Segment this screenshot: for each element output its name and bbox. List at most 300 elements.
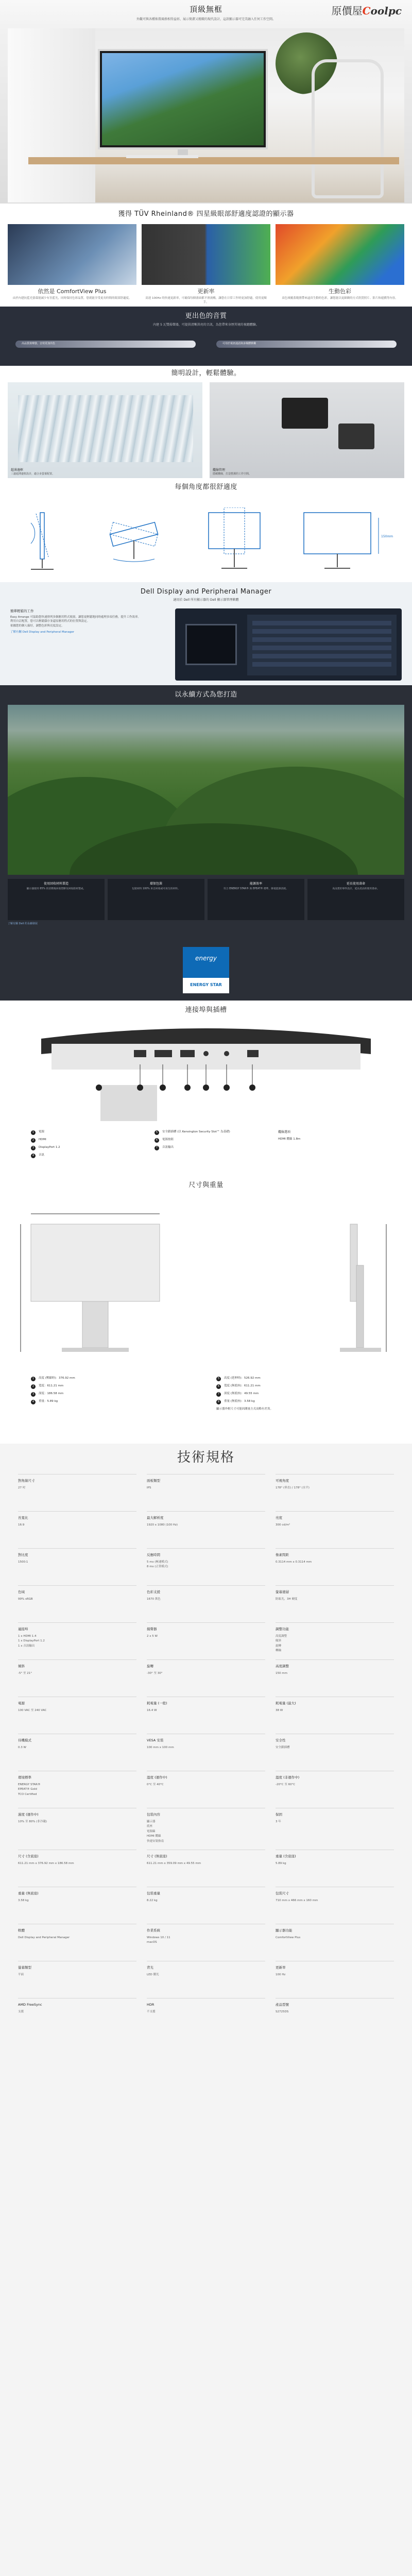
- spec-item: [147, 1924, 265, 1961]
- spec-values: [147, 1709, 265, 1713]
- eco-card-text: 高品質的零件設計，延長產品的使用壽命。: [332, 887, 380, 890]
- spec-values: [276, 1973, 394, 1977]
- dimension-label: 高度 (壓縮時)：376.92 mm: [39, 1377, 75, 1380]
- energy-star-label: ENERGY STAR: [190, 982, 222, 988]
- tuv-title: 獲得 TÜV Rheinland® 四星級眼部舒適度認證的顯示器: [118, 210, 294, 218]
- spec-item: [276, 1771, 394, 1808]
- spec-label: 耗電量 (一般): [147, 1701, 167, 1706]
- height-diagram: [294, 507, 397, 574]
- port-label: 電源: [39, 1130, 45, 1134]
- spec-values: [147, 1746, 265, 1750]
- spec-item: [147, 1474, 265, 1511]
- dimension-note: 顯示器外框尺寸可能因測量方式而略有差異。: [216, 1407, 273, 1411]
- spec-values: [147, 1973, 265, 1977]
- refresh-rate-image: [142, 224, 270, 285]
- spec-value: 電源線: [147, 1829, 156, 1833]
- ddpm-app-screenshot: [175, 608, 402, 681]
- spec-values: [18, 1635, 136, 1648]
- eco-card-text: 顯示器使用 85% 的消費後回收塑膠及回收鋁材製成。: [26, 887, 86, 890]
- port-item: 4 音訊: [31, 1154, 134, 1158]
- cable-options-heading: 纜線選項: [278, 1130, 291, 1134]
- spec-values: [147, 1598, 265, 1601]
- spec-label: 產品型號: [276, 2002, 289, 2007]
- tuv-cards: [8, 224, 404, 306]
- spec-value: 平面: [18, 1973, 24, 1976]
- ddpm-setting-row: [252, 662, 391, 667]
- brand-logo-tail: oolpc: [370, 5, 402, 17]
- spec-item: [18, 1548, 136, 1585]
- spec-values: [147, 1820, 265, 1843]
- brand-logo[interactable]: [332, 4, 402, 18]
- dimension-item: 2 寬度：611.21 mm: [31, 1384, 196, 1389]
- spec-label: 顯示器功能: [276, 1928, 293, 1933]
- spec-item: [147, 1548, 265, 1585]
- dimension-diagrams: [10, 1198, 402, 1368]
- eco-card-heading: 能源效率: [249, 882, 262, 886]
- spec-item: [276, 1887, 394, 1924]
- tilt-diagram: [15, 507, 72, 574]
- spec-item: [18, 1998, 136, 2035]
- eco-card: [208, 879, 304, 920]
- dimension-item: 1 高度 (壓縮時)：376.92 mm: [31, 1377, 196, 1381]
- ddpm-description: [10, 608, 165, 681]
- spec-values: [276, 1672, 394, 1675]
- brand-logo-letter: C: [362, 5, 371, 17]
- spec-value: 178° (垂直) / 178° (水平): [276, 1486, 310, 1489]
- thin-bezel-image: [8, 382, 202, 478]
- spec-item: [276, 1697, 394, 1734]
- spec-value: 100 mm x 100 mm: [147, 1745, 174, 1749]
- tuv-card-text: 高達 100Hz 的快速更新率，可確保每個畫面都平滑流暢，讓您在日常工作時更加舒適，使用更順手。: [145, 297, 267, 304]
- spec-value: 150 mm: [276, 1671, 287, 1675]
- spec-label: 色域: [18, 1590, 25, 1595]
- dimension-label: 寬度：611.21 mm: [39, 1384, 64, 1388]
- spec-item: [276, 1548, 394, 1585]
- spec-values: [18, 1523, 136, 1527]
- spec-item: [276, 1998, 394, 2035]
- spec-label: 亮度: [276, 1516, 282, 1520]
- spec-values: [276, 1936, 394, 1940]
- spec-item: [18, 1808, 136, 1850]
- eco-card: [307, 879, 404, 920]
- spec-value: 1 x DisplayPort 1.2: [18, 1639, 45, 1643]
- spec-label: 包裝內容: [147, 1812, 160, 1817]
- spec-item: [18, 1850, 136, 1887]
- spec-value: 16.4 W: [147, 1708, 157, 1712]
- dimension-label: 重量：5.89 kg: [39, 1400, 58, 1403]
- simple-images: [8, 382, 404, 478]
- dimension-col-right: [216, 1377, 381, 1414]
- spec-label: 耗電量 (最大): [276, 1701, 296, 1706]
- spec-values: [276, 1561, 394, 1564]
- caption-text: 三邊超薄邊框設計，適合多螢幕配置。: [11, 472, 55, 476]
- spec-values: [147, 1486, 265, 1490]
- spec-label: 安全性: [276, 1738, 286, 1743]
- chair-image: [312, 59, 384, 198]
- spec-label: 背光: [147, 1965, 153, 1970]
- spec-values: [18, 1598, 136, 1601]
- dimensions-section: [0, 1176, 412, 1444]
- dimension-list: [31, 1377, 381, 1414]
- pivot-diagram: [196, 507, 273, 574]
- spec-label: 旋轉: [147, 1664, 153, 1669]
- eco-card-text: 符合 ENERGY STAR® 與 EPEAT® 標準，降低能源消耗。: [224, 887, 288, 890]
- spec-value: EPEAT® Gold: [18, 1788, 37, 1791]
- audio-title: 更出色的音質: [185, 312, 227, 320]
- spec-values: [18, 1936, 136, 1940]
- ports-legend-col-2: [154, 1130, 258, 1161]
- audio-bar-label: 可用於視訊通話與多媒體娛樂: [222, 342, 256, 345]
- spec-label: 高度調整: [276, 1664, 289, 1669]
- port-label: 電源按鈕: [162, 1138, 174, 1142]
- spec-values: [276, 1709, 394, 1713]
- spec-label: 傾斜: [18, 1664, 25, 1669]
- spec-item: [18, 1585, 136, 1622]
- ddpm-content: [10, 608, 402, 681]
- spec-value: 5.89 kg: [276, 1861, 286, 1865]
- spec-value: 1920 x 1080 (100 Hz): [147, 1523, 178, 1527]
- spec-value: 10% 至 80% (非冷凝): [18, 1820, 47, 1823]
- spec-values: [147, 1783, 265, 1787]
- cable-label: HDMI 纜線 1.8m: [278, 1137, 301, 1141]
- spec-item: [18, 1622, 136, 1659]
- hero-title: 頂級無框: [189, 5, 222, 14]
- spec-value: 611.21 mm x 376.92 mm x 186.58 mm: [18, 1861, 74, 1865]
- sustainability-section: [0, 685, 412, 1001]
- spec-label: 對比度: [18, 1553, 28, 1557]
- thin-bezel-caption: [11, 468, 55, 476]
- tuv-card-heading: 更新率: [197, 287, 215, 295]
- dimensions-title: 尺寸與重量: [188, 1181, 224, 1189]
- energy-star-wordmark: energy: [183, 947, 229, 978]
- spec-label: 溫度 (運作中): [147, 1775, 167, 1780]
- vivid-color-image: [276, 224, 404, 285]
- cable-management-image: [210, 382, 404, 478]
- eco-card: [108, 879, 204, 920]
- spec-label: 環境標準: [18, 1775, 31, 1780]
- ports-section: [0, 1001, 412, 1176]
- spec-label: 電源: [18, 1701, 25, 1706]
- spec-value: 快速安裝指南: [147, 1839, 164, 1843]
- spec-label: 尺寸 (含底座): [18, 1854, 39, 1858]
- spec-values: [18, 1820, 136, 1824]
- spec-values: [147, 1561, 265, 1569]
- spec-item: [18, 1697, 136, 1734]
- ports-diagram: [21, 1018, 391, 1121]
- spec-values: [276, 2010, 394, 2014]
- spec-item: [276, 1924, 394, 1961]
- spec-value: 38 W: [276, 1708, 283, 1712]
- spec-label: 螢幕塗層: [276, 1590, 289, 1595]
- spec-values: [18, 1899, 136, 1903]
- ergonomics-title: 每個角度都很舒適度: [175, 483, 237, 491]
- spec-value: 8 ms (正常模式): [147, 1565, 168, 1569]
- eco-card: [8, 879, 105, 920]
- spec-values: [276, 1486, 394, 1490]
- spec-value: LED 側光: [147, 1973, 159, 1976]
- cable-caption: [213, 468, 251, 476]
- tuv-card-text: 高色域覆蓋範圍帶來逼真生動的色彩，讓您能以更細緻的方式欣賞照片、影片和遊戲等內容。: [282, 297, 398, 300]
- spec-values: [18, 1783, 136, 1797]
- ddpm-paragraph: 利用自訂配置，您可以輕鬆儲存並還原應用程式的位置與設定。: [10, 620, 90, 623]
- spec-label: 包裝重量: [147, 1891, 160, 1895]
- spec-item: [18, 1511, 136, 1548]
- tech-specs-title: 技術規格: [177, 1450, 235, 1465]
- spec-item: [147, 1887, 265, 1924]
- spec-value: 0°C 至 40°C: [147, 1783, 164, 1786]
- spec-values: [18, 1486, 136, 1490]
- spec-label: 尺寸 (無底座): [147, 1854, 167, 1858]
- height-label: 150mm: [381, 534, 393, 538]
- port-item: 2 HDMI: [31, 1138, 134, 1143]
- spec-value: 1500:1: [18, 1560, 28, 1564]
- spec-item: [18, 1474, 136, 1511]
- spec-values: [276, 1862, 394, 1866]
- ddpm-setting-row: [252, 646, 391, 650]
- spec-item: [276, 1734, 394, 1771]
- dimension-label: 重量 (無底座)：3.58 kg: [224, 1400, 255, 1403]
- spec-value: 底座: [147, 1825, 153, 1828]
- dimension-label: 深度：186.58 mm: [39, 1392, 64, 1396]
- spec-value: 3.58 kg: [18, 1899, 29, 1902]
- desk-image: [28, 157, 399, 164]
- spec-value: 不支援: [147, 2010, 156, 2013]
- eco-card-text: 包裝材料 100% 來自回收或可再生的材料。: [132, 887, 180, 890]
- spec-label: 軟體: [18, 1928, 25, 1933]
- spec-value: 300 cd/m²: [276, 1523, 290, 1527]
- hero-photo: [8, 28, 404, 202]
- spec-value: S2725DS: [276, 2010, 289, 2013]
- ddpm-monitor-preview: [185, 624, 237, 665]
- audio-bar-left: [15, 341, 196, 348]
- spec-item: [147, 1697, 265, 1734]
- cable-item: [278, 1138, 381, 1141]
- ddpm-subtitle: 適用於 Dell 所有顯示器的 Dell 顯示器管理軟體: [173, 598, 239, 602]
- caption-text: 隱藏纜線，打造整潔的工作空間。: [213, 472, 252, 476]
- spec-item: [147, 1734, 265, 1771]
- dimension-col-left: [31, 1377, 196, 1414]
- spec-label: 色彩支援: [147, 1590, 160, 1595]
- tuv-card-heading: 生動色彩: [329, 287, 351, 295]
- window-image: [8, 28, 95, 202]
- dimension-item: 7 深度 (無底座)：49.55 mm: [216, 1392, 381, 1397]
- tuv-card-heading: 依然是 ComfortView Plus: [38, 287, 107, 295]
- spec-value: ENERGY STAR®: [18, 1783, 41, 1786]
- spec-value: 安全鎖插槽: [276, 1745, 290, 1749]
- spec-label: 反應時間: [147, 1553, 160, 1557]
- dimension-item: 3 深度：186.58 mm: [31, 1392, 196, 1397]
- caption-title: 超薄邊框: [11, 468, 24, 472]
- forest-image: [8, 705, 404, 875]
- port-label: 音訊: [39, 1154, 45, 1157]
- ddpm-paragraph: 依據您的個人偏好，調整色彩與亮度設定。: [10, 624, 64, 628]
- ports-legend-col-1: [31, 1130, 134, 1161]
- spec-value: 16:9: [18, 1523, 25, 1527]
- hero-subtitle: 外觀可與各種佈置風格相得益彰，展示簡潔又精緻的現代設計，這款顯示器可完美融入任何工作空間。: [136, 18, 276, 22]
- spec-value: 顯示器: [147, 1820, 156, 1823]
- spec-item: [147, 1585, 265, 1622]
- spec-label: 調整功能: [276, 1627, 289, 1632]
- spec-value: -30° 至 30°: [147, 1671, 163, 1675]
- ports-legend-col-3: [278, 1130, 381, 1161]
- spec-item: [147, 1961, 265, 1998]
- caption-title: 纜線管理: [213, 468, 226, 472]
- spec-item: [147, 1659, 265, 1697]
- spec-item: [276, 1622, 394, 1659]
- ddpm-section: [0, 582, 412, 685]
- spec-value: 1670 萬色: [147, 1597, 161, 1601]
- spec-values: [276, 1899, 394, 1903]
- spec-label: 長寬比: [18, 1516, 28, 1520]
- dimension-item: 5 高度 (延伸時)：526.92 mm: [216, 1377, 381, 1381]
- spec-values: [18, 1973, 136, 1977]
- hero-section: [0, 0, 412, 204]
- spec-label: 螢幕類型: [18, 1965, 31, 1970]
- spec-value: 611.21 mm x 359.09 mm x 49.55 mm: [147, 1861, 201, 1865]
- spec-value: 支援: [18, 2010, 24, 2013]
- sustainability-title: 以永續方式為您打造: [175, 691, 237, 699]
- ddpm-learn-more-link[interactable]: 了解有關 Dell Display and Peripheral Manager: [10, 631, 74, 634]
- spec-values: [18, 1746, 136, 1750]
- dimension-label: 高度 (延伸時)：526.92 mm: [224, 1377, 261, 1380]
- tuv-card-comfortview: [8, 224, 136, 306]
- spec-value: 0.3114 mm x 0.3114 mm: [276, 1560, 312, 1564]
- ddpm-title: Dell Display and Peripheral Manager: [140, 588, 272, 596]
- spec-item: [147, 1808, 265, 1850]
- cable-plug: [282, 398, 328, 429]
- spec-label: 重量 (含底座): [276, 1854, 296, 1858]
- port-label: HDMI: [39, 1138, 46, 1142]
- spec-values: [147, 1899, 265, 1903]
- port-label: 安全鎖插槽 (以 Kensington Security Slot™ 為基礎): [162, 1130, 230, 1134]
- spec-label: AMD FreeSync: [18, 2002, 42, 2007]
- ergonomics-diagrams: [15, 502, 397, 574]
- spec-value: 5 ms (極速模式): [147, 1560, 168, 1564]
- spec-values: [18, 1709, 136, 1713]
- spec-value: 8.22 kg: [147, 1899, 158, 1902]
- spec-label: 保固: [276, 1812, 282, 1817]
- ddpm-setting-row: [252, 621, 391, 625]
- spec-values: [18, 2010, 136, 2014]
- ddpm-heading: 簡單輕鬆的工作: [10, 608, 34, 613]
- spec-label: VESA 安裝: [147, 1738, 164, 1743]
- spec-item: [18, 1924, 136, 1961]
- dimension-label: 寬度 (無底座)：611.21 mm: [224, 1384, 261, 1388]
- spec-label: 待機模式: [18, 1738, 31, 1743]
- tech-specs-section: [0, 1444, 412, 2576]
- simple-title: 簡明設計，輕鬆體驗。: [171, 369, 241, 377]
- spec-value: -5° 至 21°: [18, 1671, 32, 1675]
- spec-value: 1 x 音訊輸出: [18, 1644, 35, 1648]
- port-label: DisplayPort 1.2: [39, 1146, 60, 1149]
- monitor-image: [98, 49, 268, 149]
- simple-design-section: [0, 366, 412, 477]
- spec-values: [147, 1523, 265, 1527]
- ports-legend: [31, 1130, 381, 1161]
- spec-item: [147, 1850, 265, 1887]
- port-item: 3 DisplayPort 1.2: [31, 1146, 134, 1150]
- spec-item: [147, 1771, 265, 1808]
- dimension-item: 6 寬度 (無底座)：611.21 mm: [216, 1384, 381, 1389]
- spec-value: 3 年: [276, 1820, 281, 1823]
- comfortview-image: [8, 224, 136, 285]
- spec-value: macOS: [147, 1941, 157, 1944]
- cable-plug: [338, 423, 374, 449]
- eco-card-heading: 使用回收材料製造: [43, 882, 68, 886]
- spec-label: 溫度 (非運作中): [276, 1775, 300, 1780]
- ergonomics-section: [0, 477, 412, 582]
- spec-value: IPS: [147, 1486, 151, 1489]
- spec-item: [147, 1622, 265, 1659]
- spec-values: [18, 1561, 136, 1564]
- spec-label: 像素間距: [276, 1553, 289, 1557]
- ports-title: 連接埠與插槽: [185, 1006, 227, 1014]
- rear-view-diagram: [10, 1204, 180, 1368]
- spec-values: [147, 1936, 265, 1945]
- sustainability-link[interactable]: 了解有關 Dell 的永續發展: [8, 922, 38, 925]
- spec-value: 高度調整: [276, 1634, 287, 1638]
- spec-value: ComfortView Plus: [276, 1936, 301, 1939]
- spec-value: Windows 10 / 11: [147, 1936, 170, 1939]
- ddpm-setting-row: [252, 629, 391, 634]
- sustainability-cards: [8, 879, 404, 920]
- keyboard-image: [126, 155, 198, 158]
- port-item: 5 安全鎖插槽 (以 Kensington Security Slot™ 為基礎): [154, 1130, 258, 1135]
- spec-item: [276, 1659, 394, 1697]
- tuv-card-refresh: [142, 224, 270, 306]
- spec-value: 防眩光，3H 硬度: [276, 1597, 298, 1601]
- spec-label: 最大解析度: [147, 1516, 164, 1520]
- spec-values: [276, 1635, 394, 1653]
- ddpm-setting-row: [252, 637, 391, 642]
- spec-label: 對角線尺寸: [18, 1479, 35, 1483]
- spec-item: [276, 1808, 394, 1850]
- port-item: 7 音訊輸出: [154, 1146, 258, 1150]
- spec-label: 可視角度: [276, 1479, 289, 1483]
- spec-label: 揚聲器: [147, 1627, 157, 1632]
- spec-item: [147, 1998, 265, 2035]
- spec-value: 100 VAC 至 240 VAC: [18, 1708, 47, 1712]
- port-item: 1 電源: [31, 1130, 134, 1135]
- dimension-item: 8 重量 (無底座)：3.58 kg: [216, 1400, 381, 1404]
- spec-item: [276, 1961, 394, 1998]
- spec-value: 2 x 5 W: [147, 1634, 158, 1638]
- spec-item: [147, 1511, 265, 1548]
- spec-values: [147, 1635, 265, 1638]
- spec-value: TCO Certified: [18, 1792, 37, 1796]
- spec-values: [276, 1598, 394, 1601]
- spec-value: 710 mm x 466 mm x 160 mm: [276, 1899, 318, 1902]
- spec-value: -20°C 至 60°C: [276, 1783, 296, 1786]
- audio-bar-label: 高品質揚聲器，音效更加出色: [22, 342, 56, 345]
- energy-star-logo: [183, 947, 229, 993]
- spec-item: [276, 1474, 394, 1511]
- audio-band: [0, 307, 412, 366]
- spec-values: [18, 1672, 136, 1675]
- port-item: 6 電源按鈕: [154, 1138, 258, 1143]
- ddpm-setting-row: [252, 654, 391, 658]
- eco-card-heading: 延長使用壽命: [346, 882, 365, 886]
- port-label: 音訊輸出: [162, 1146, 174, 1149]
- brand-logo-text: 原價屋: [331, 5, 363, 17]
- spec-label: 更新率: [276, 1965, 286, 1970]
- spec-value: 轉軸: [276, 1649, 282, 1653]
- dimension-label: 深度 (無底座)：49.55 mm: [224, 1392, 259, 1396]
- bezel-screen: [18, 395, 193, 462]
- ddpm-paragraph: Easy Arrange 可協助您快速排列多個應用程式視窗，讓您更輕鬆地同時處理多項任務，提升工作效率。: [10, 615, 141, 619]
- spec-item: [18, 1961, 136, 1998]
- spec-label: 作業系統: [147, 1928, 160, 1933]
